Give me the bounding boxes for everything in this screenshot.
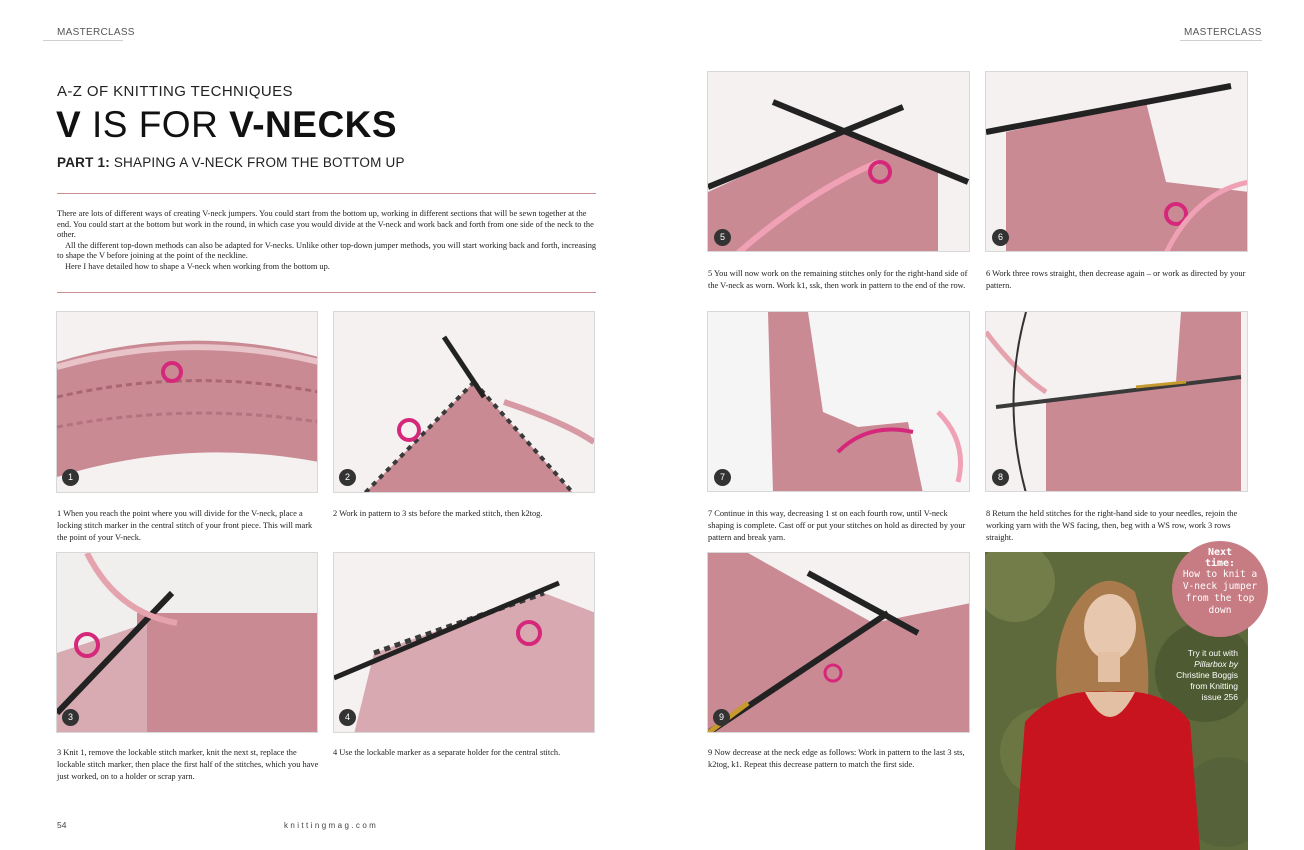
step-photo-4: [333, 552, 595, 733]
step-photo-2: [333, 311, 595, 493]
subtitle-rest: SHAPING A V-NECK FROM THE BOTTOM UP: [109, 155, 405, 170]
subtitle-lead: PART 1:: [57, 155, 110, 170]
section-kicker: A-Z OF KNITTING TECHNIQUES: [57, 83, 293, 100]
step-caption: 2 Work in pattern to 3 sts before the marked stitch, then k2tog.: [333, 509, 543, 518]
page-subtitle: [57, 155, 405, 170]
step-caption: 1 When you reach the point where you will divide for the V-neck, place a locking stitch marker in the central stitch of your front piece. This will mark the point of your V-neck.: [57, 509, 313, 542]
step-photo-3: [56, 552, 318, 733]
step-caption: 4 Use the lockable marker as a separate holder for the central stitch.: [333, 748, 561, 757]
step-photo-8: [985, 311, 1248, 492]
page-title: [56, 104, 397, 146]
intro-paragraph: All the different top-down methods can also be adapted for V-necks. Unlike other top-down jumper methods, you will start working back and forth, increasing to shape the V before joining at the point of the neckline.: [57, 240, 597, 261]
step-photo-1: [56, 311, 318, 493]
step-caption: 6 Work three rows straight, then decrease again – or work as directed by your pattern.: [986, 269, 1246, 290]
footer-website: knittingmag.com: [284, 821, 379, 830]
title-rule: [57, 193, 596, 194]
credit-line: Pillarbox by: [1194, 659, 1238, 669]
step-caption: 8 Return the held stitches for the right-hand side to your needles, rejoin the working yarn with the WS facing, then, beg with a WS row, work 3 rows straight.: [986, 509, 1238, 542]
badge-line: from the top: [1185, 593, 1255, 604]
step-number-badge: 4: [339, 709, 356, 726]
step-number-badge: 9: [713, 709, 730, 726]
step-number-badge: 8: [992, 469, 1009, 486]
intro-text: [57, 209, 597, 273]
credit-line: Try it out with: [1187, 648, 1238, 658]
badge-line: down: [1208, 605, 1232, 616]
step-photo-5: [707, 71, 970, 252]
step-caption: 5 You will now work on the remaining stitches only for the right-hand side of the V-neck as worn. Work k1, ssk, then work in pattern to the end of the row.: [708, 269, 968, 290]
step-number-badge: 6: [992, 229, 1009, 246]
step-number-badge: 3: [62, 709, 79, 726]
page-number: 54: [57, 820, 67, 830]
step-number-badge: 2: [339, 469, 356, 486]
badge-heading: time:: [1204, 558, 1236, 569]
credit-line: from Knitting: [1190, 681, 1238, 691]
header-left-label: MASTERCLASS: [57, 27, 135, 38]
step-photo-7: [707, 311, 970, 492]
intro-rule: [57, 292, 596, 293]
intro-paragraph: There are lots of different ways of creating V-neck jumpers. You could start from the bottom up, working in different sections that will be sewn together at the end. You could start at the bottom but work in the round, in which case you would divide at the V-neck and work back and forth from one side of the neck to the other.: [57, 209, 594, 240]
credit-line: Christine Boggis: [1176, 670, 1238, 680]
header-right-label: MASTERCLASS: [1184, 27, 1262, 38]
title-topic: V-NECKS: [229, 104, 398, 145]
badge-line: How to knit a: [1182, 569, 1258, 580]
title-letter: V: [56, 104, 82, 145]
step-caption: 7 Continue in this way, decreasing 1 st on each fourth row, until V-neck shaping is complete. Cast off or put your stitches on hold as directed by your pattern and break yarn.: [708, 509, 966, 542]
step-number-badge: 1: [62, 469, 79, 486]
next-time-badge: [1172, 541, 1268, 637]
step-photo-6: [985, 71, 1248, 252]
header-right-rule: [1180, 40, 1262, 41]
title-middle: IS FOR: [81, 104, 230, 145]
intro-paragraph: Here I have detailed how to shape a V-neck when working from the bottom up.: [65, 261, 330, 271]
step-number-badge: 5: [714, 229, 731, 246]
badge-line: V-neck jumper: [1182, 581, 1258, 592]
step-caption: 9 Now decrease at the neck edge as follows: Work in pattern to the last 3 sts, k2tog, k1. Repeat this decrease pattern to match the first side.: [708, 748, 965, 769]
step-caption: 3 Knit 1, remove the lockable stitch marker, knit the next st, replace the lockable stitch marker, then place the first half of the stitches, which you have just worked, on to a holder or scrap yarn.: [57, 748, 319, 781]
step-photo-9: [707, 552, 970, 733]
credit-line: issue 256: [1201, 692, 1238, 702]
header-left-rule: [43, 40, 123, 41]
badge-heading: Next: [1207, 547, 1233, 558]
step-number-badge: 7: [714, 469, 731, 486]
pattern-credit: [1150, 648, 1238, 703]
